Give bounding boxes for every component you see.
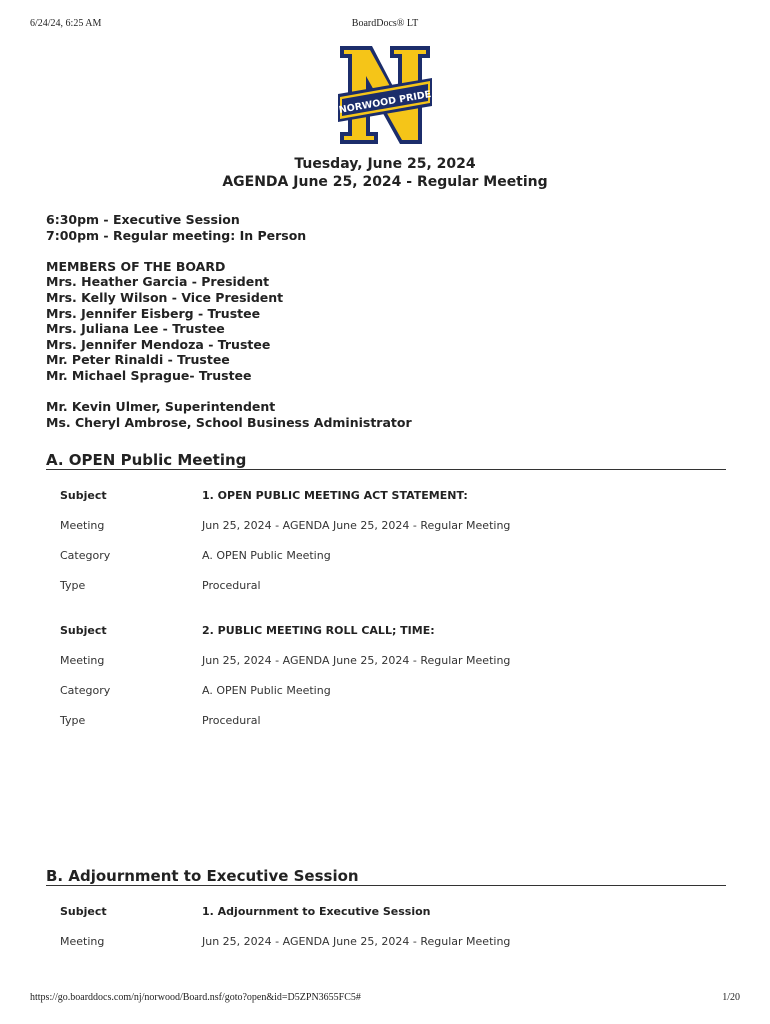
norwood-logo [338, 44, 432, 146]
category-label: Category [60, 684, 111, 697]
section-a-heading: A. OPEN Public Meeting [46, 451, 726, 470]
board-member: Mrs. Jennifer Eisberg - Trustee [46, 305, 261, 321]
board-member: Mrs. Kelly Wilson - Vice President [46, 289, 284, 305]
meeting-label: Meeting [60, 519, 105, 532]
board-member: Mr. Peter Rinaldi - Trustee [46, 352, 230, 368]
print-header [30, 18, 740, 32]
meeting-name: AGENDA June 25, 2024 - Regular Meeting [222, 174, 548, 190]
type-label: Type [60, 579, 86, 592]
page-number: 1/20 [722, 992, 740, 1003]
item-meeting: Jun 25, 2024 - AGENDA June 25, 2024 - Regular Meeting [202, 935, 511, 948]
business-administrator: Ms. Cheryl Ambrose, School Business Administrator [46, 414, 412, 430]
board-member: Mrs. Heather Garcia - President [46, 274, 270, 290]
schedule-executive: 6:30pm - Executive Session [46, 212, 240, 227]
schedule-regular: 7:00pm - Regular meeting: In Person [46, 227, 307, 243]
superintendent: Mr. Kevin Ulmer, Superintendent [46, 399, 276, 415]
print-app-title: BoardDocs® LT [351, 18, 419, 29]
item-subject: 1. Adjournment to Executive Session [202, 905, 431, 918]
print-footer [30, 992, 740, 1006]
agenda-title [0, 155, 770, 191]
board-member: Mr. Michael Sprague- Trustee [46, 367, 252, 383]
item-subject: 1. OPEN PUBLIC MEETING ACT STATEMENT: [202, 489, 468, 502]
meeting-info [46, 212, 412, 430]
item-meeting: Jun 25, 2024 - AGENDA June 25, 2024 - Regular Meeting [202, 519, 511, 532]
item-category: A. OPEN Public Meeting [202, 549, 331, 562]
subject-label: Subject [60, 489, 107, 502]
meeting-date: Tuesday, June 25, 2024 [294, 156, 476, 172]
subject-label: Subject [60, 624, 107, 637]
meeting-label: Meeting [60, 654, 105, 667]
item-type: Procedural [202, 714, 261, 727]
meeting-label: Meeting [60, 935, 105, 948]
board-member: Mrs. Juliana Lee - Trustee [46, 321, 225, 337]
type-label: Type [60, 714, 86, 727]
print-datetime: 6/24/24, 6:25 AM [30, 18, 102, 29]
section-b-heading: B. Adjournment to Executive Session [46, 867, 726, 886]
item-type: Procedural [202, 579, 261, 592]
item-meeting: Jun 25, 2024 - AGENDA June 25, 2024 - Regular Meeting [202, 654, 511, 667]
board-member: Mrs. Jennifer Mendoza - Trustee [46, 336, 271, 352]
page-url: https://go.boarddocs.com/nj/norwood/Board.nsf/goto?open&id=D5ZPN3655FC5# [30, 992, 361, 1003]
item-subject: 2. PUBLIC MEETING ROLL CALL; TIME: [202, 624, 435, 637]
board-heading: MEMBERS OF THE BOARD [46, 258, 226, 274]
category-label: Category [60, 549, 111, 562]
subject-label: Subject [60, 905, 107, 918]
logo-banner-text: NORWOOD PRIDE [338, 88, 432, 117]
item-category: A. OPEN Public Meeting [202, 684, 331, 697]
